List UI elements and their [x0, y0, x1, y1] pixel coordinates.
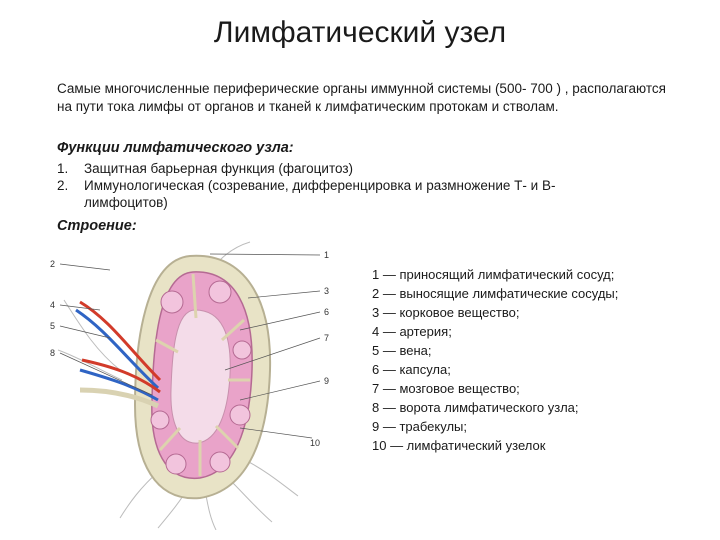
page-title: Лимфатический узел — [213, 16, 507, 49]
legend-item: 1 — приносящий лимфатический сосуд; — [372, 267, 615, 282]
functions-heading: Функции лимфатического узла: — [57, 140, 294, 156]
diagram-label-5: 5 — [50, 321, 56, 331]
function-item-number: 2. — [57, 178, 69, 193]
function-item-text: Защитная барьерная функция (фагоцитоз) — [84, 161, 354, 176]
legend-item: 6 — капсула; — [372, 362, 451, 377]
legend-item: 7 — мозговое вещество; — [372, 381, 520, 396]
diagram-label-3: 3 — [324, 286, 330, 296]
lymph-node-diagram — [40, 240, 340, 530]
function-item-text: Иммунологическая (созревание, дифференцировка и размножение Т- и В-лимфоцитов) — [84, 178, 556, 210]
legend-item: 3 — корковое вещество; — [372, 305, 520, 320]
structure-legend — [372, 265, 618, 455]
legend-item: 5 — вена; — [372, 343, 432, 358]
intro-paragraph: Самые многочисленные периферические органы иммунной системы (500- 700 ) , располагаются на пути тока лимфы от органов и тканей к лимфатическим протокам и стволам. — [57, 81, 666, 114]
diagram-label-1: 1 — [324, 250, 330, 260]
legend-item: 2 — выносящие лимфатические сосуды; — [372, 286, 619, 301]
function-item-2 — [57, 177, 617, 211]
diagram-label-8: 8 — [50, 348, 56, 358]
diagram-label-4: 4 — [50, 300, 56, 310]
function-item-number: 1. — [57, 161, 69, 176]
legend-item: 10 — лимфатический узелок — [372, 438, 546, 453]
diagram-label-7: 7 — [324, 333, 330, 343]
structure-heading: Строение: — [57, 218, 137, 234]
diagram-label-6: 6 — [324, 307, 330, 317]
functions-list — [57, 160, 617, 211]
diagram-label-9: 9 — [324, 376, 330, 386]
legend-item: 4 — артерия; — [372, 324, 452, 339]
legend-item: 9 — трабекулы; — [372, 419, 467, 434]
legend-item: 8 — ворота лимфатического узла; — [372, 400, 579, 415]
diagram-label-2: 2 — [50, 259, 56, 269]
function-item-1 — [57, 160, 617, 177]
diagram-label-10: 10 — [310, 438, 321, 448]
